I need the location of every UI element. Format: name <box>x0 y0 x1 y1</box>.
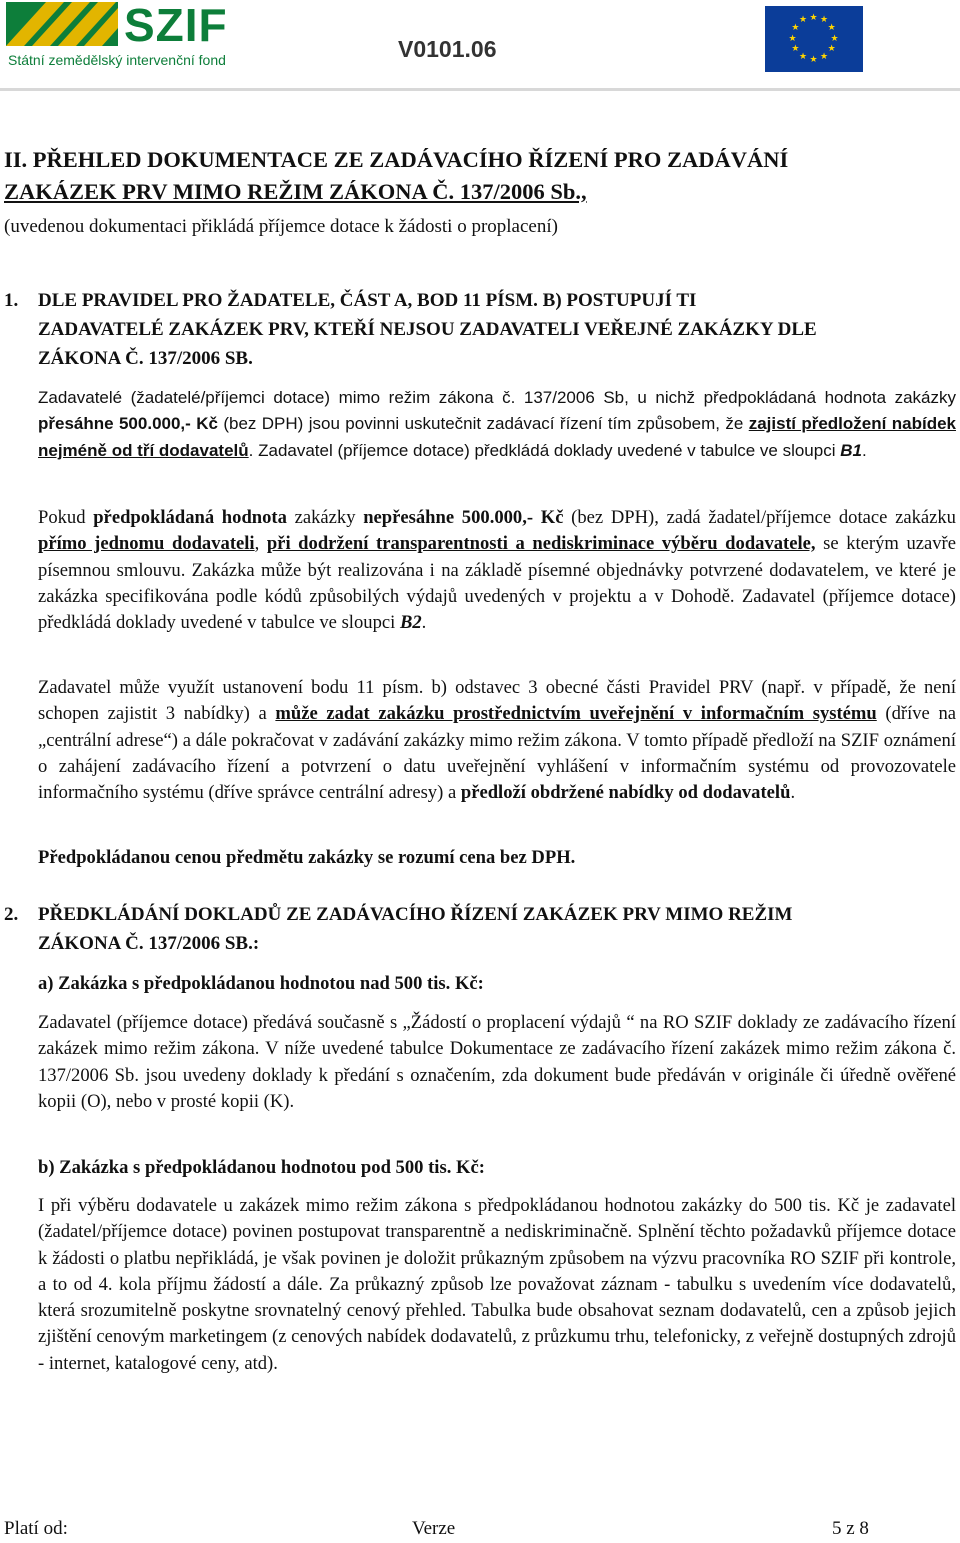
title-line-2: ZAKÁZEK PRV MIMO REŽIM ZÁKONA Č. 137/2006 Sb., <box>4 179 587 204</box>
eu-star-icon: ★ <box>827 44 836 54</box>
bold-text: a) Zakázka s předpokládanou hodnotou nad 500 tis. Kč: <box>38 973 484 994</box>
header-divider <box>0 88 960 91</box>
eu-star-icon: ★ <box>799 51 808 62</box>
text: . Zadavatel (příjemce dotace) předkládá doklady uvedené v tabulce ve sloupci <box>248 440 841 460</box>
section-2-heading <box>4 900 954 958</box>
logo-subtitle: Státní zemědělský intervenční fond <box>8 52 226 68</box>
title-line-1: II. PŘEHLED DOKUMENTACE ZE ZADÁVACÍHO ŘÍZENÍ PRO ZADÁVÁNÍ <box>4 147 789 172</box>
text: se kterým uzavře písemnou smlouvu. Zakázka může být realizována i na základě písemné objednávky potvrzené dodavatelem, ve které je zakázka specifikována podle kódů způsobilých výdajů uvedených v projektu a v Dohodě. Zadavatel (příjemce dotace) předkládá doklady uvedené v tabulce ve sloupci <box>38 533 956 634</box>
eu-flag-icon <box>765 6 863 72</box>
section-2-number: 2. <box>4 904 19 925</box>
subsection-a-heading <box>38 971 956 997</box>
column-ref-b2: B2 <box>399 612 422 634</box>
text: (bez DPH), zadá žadatel/příjemce dotace zakázku <box>563 507 956 528</box>
eu-star-icon: ★ <box>820 51 829 62</box>
subsection-a-text: Zadavatel (příjemce dotace) předává současně s „Žádostí o proplacení výdajů “ na RO SZIF doklady ze zadávacího řízení zakázek mimo režim zákona. V níže uvedené tabulce Dokumentace ze zadávacího řízení zakázek mimo režim zákona č. 137/2006 Sb. jsou uvedeny doklady k předání s označením, zda dokument bude předáván v originále či úředně ověřené kopii (O), nebo v prosté kopii (K). <box>38 1012 956 1112</box>
eu-star-icon: ★ <box>788 33 797 44</box>
text: . <box>861 440 867 460</box>
subsection-b-heading <box>38 1155 956 1181</box>
section-2-line-2: ZÁKONA Č. 137/2006 SB.: <box>38 933 260 954</box>
section-1-paragraph-4 <box>38 845 956 871</box>
text: . <box>421 612 427 634</box>
section-1-paragraph-1 <box>38 385 956 464</box>
page-title <box>4 144 958 208</box>
section-1-number: 1. <box>4 290 19 311</box>
eu-star-icon: ★ <box>820 15 829 26</box>
section-1-line-1: DLE PRAVIDEL PRO ŽADATELE, ČÁST A, BOD 11 PÍSM. B) POSTUPUJÍ TI <box>38 290 697 311</box>
eu-star-icon: ★ <box>809 54 818 65</box>
title-note: (uvedenou dokumentaci přikládá příjemce dotace k žádosti o proplacení) <box>4 216 558 237</box>
text: , <box>254 533 267 555</box>
bold-text: b) Zakázka s předpokládanou hodnotou pod 500 tis. Kč: <box>38 1157 485 1178</box>
logo-stripes-icon <box>6 2 118 46</box>
section-1-line-2: ZADAVATELÉ ZAKÁZEK PRV, KTEŘÍ NEJSOU ZADAVATELI VEŘEJNÉ ZAKÁZKY DLE <box>38 319 817 340</box>
bold-text: předloží obdržené nabídky od dodavatelů <box>460 782 791 804</box>
bold-text: nepřesáhne 500.000,- Kč <box>363 507 564 528</box>
eu-star-icon: ★ <box>809 12 818 23</box>
logo-wordmark: SZIF <box>124 0 228 51</box>
document-version: V0101.06 <box>398 36 497 62</box>
page-header <box>0 0 960 78</box>
underlined-text: může zadat zakázku prostřednictvím uveřejnění v informačním systému <box>275 703 877 725</box>
section-1-heading <box>4 286 954 373</box>
text: Zadavatelé (žadatelé/příjemci dotace) mimo režim zákona č. 137/2006 Sb, u nichž předpokládaná hodnota zakázky <box>38 388 956 407</box>
bold-text: přesáhne 500.000,- Kč <box>38 414 218 434</box>
eu-star-icon: ★ <box>791 44 800 54</box>
text: (bez DPH) jsou povinni uskutečnit zadávací řízení tím způsobem, že <box>217 414 749 434</box>
bold-text: Předpokládanou cenou předmětu zakázky se rozumí cena bez DPH. <box>38 847 576 868</box>
eu-star-icon: ★ <box>827 23 836 33</box>
szif-logo <box>6 2 254 72</box>
text: zakázky <box>286 507 364 528</box>
section-1-paragraph-3 <box>38 675 956 806</box>
section-1-line-3: ZÁKONA Č. 137/2006 SB. <box>38 348 253 369</box>
eu-star-icon: ★ <box>830 33 839 44</box>
column-ref-b1: B1 <box>840 440 862 460</box>
underlined-text: zajistí předložení nabídek nejméně od tří dodavatelů <box>38 414 956 460</box>
eu-star-icon: ★ <box>791 23 800 33</box>
subsection-b-text: I při výběru dodavatele u zakázek mimo režim zákona s předpokládanou hodnotou zakázky do 500 tis. Kč je zadavatel (žadatel/příjemce dotace) povinen postupovat transparentně a nediskriminačně. Splnění těchto požadavků příjemce dotace k žádosti o platbu nepřikládá, je však povinen je doložit průkazným způsobem na výzvu pracovníka RO SZIF při kontrole, a to od 4. kola příjmu žádostí a dále. Za průkazný způsob lze považovat záznam - tabulku s uvedením více dodavatelů, která srozumitelně poskytne srovnatelný cenový přehled. Tabulka bude obsahovat seznam dodavatelů, cen a způsob jejich zjištění cenovým marketingem (z cenových nabídek dodavatelů, z průzkumu trhu, telefonicky, z veřejně dostupných zdrojů - internet, katalogové ceny, atd). <box>38 1195 956 1374</box>
footer-valid-from: Platí od: <box>4 1518 68 1539</box>
text: . <box>790 782 796 804</box>
logo-mark <box>6 2 118 46</box>
section-1-paragraph-2 <box>38 505 956 636</box>
underlined-text: při dodržení transparentnosti a nediskriminace výběru dodavatele, <box>266 533 816 555</box>
eu-star-icon: ★ <box>799 15 808 26</box>
footer-version: Verze <box>412 1518 456 1539</box>
section-2-line-1: PŘEDKLÁDÁNÍ DOKLADŮ ZE ZADÁVACÍHO ŘÍZENÍ ZAKÁZEK PRV MIMO REŽIM <box>38 904 793 925</box>
text: (dříve na „centrální adrese“) a dále pokračovat v zadávání zakázky mimo režim zákona. V tomto případě předloží na SZIF oznámení o zahájení zadávacího řízení a potvrzení o datu uveřejnění vyhlášení v informačním systému od provozovatele informačního systému (dříve správce centrální adresy) a <box>38 703 956 804</box>
footer-page-number: 5 z 8 <box>832 1518 869 1539</box>
text: Zadavatel může využít ustanovení bodu 11 písm. b) odstavec 3 obecné části Pravidel PRV (např. v případě, že není schopen zajistit 3 nabídky) a <box>38 677 956 725</box>
text: Pokud <box>38 507 94 528</box>
underlined-text: přímo jednomu dodavateli <box>38 533 255 555</box>
bold-text: předpokládaná hodnota <box>93 507 287 528</box>
